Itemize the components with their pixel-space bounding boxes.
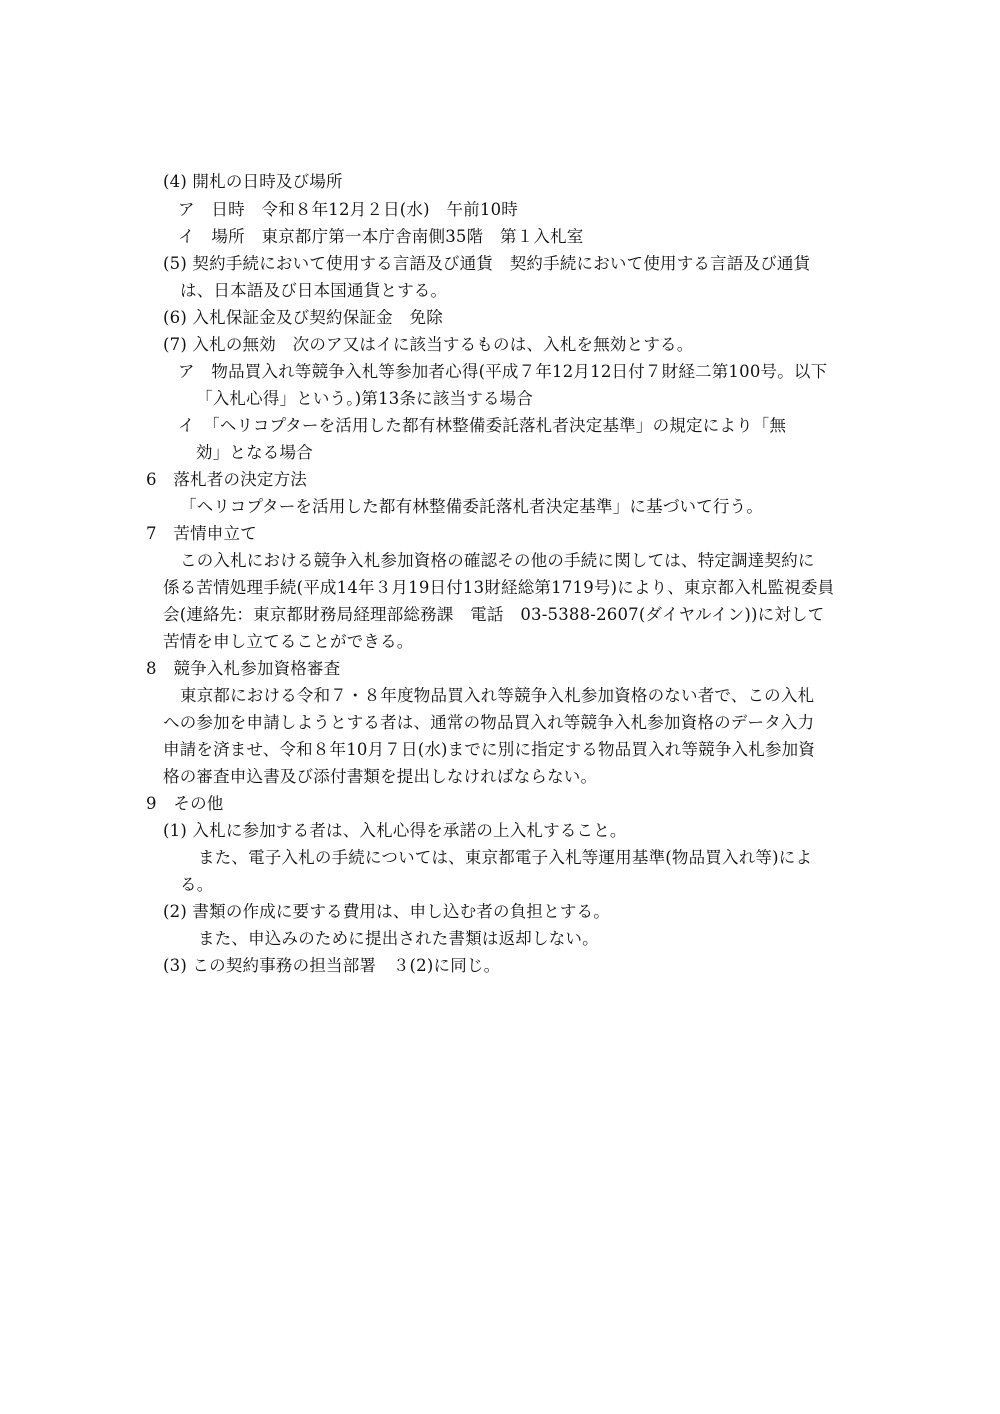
item-6-deposit: (6) 入札保証金及び契約保証金 免除 xyxy=(163,308,443,327)
item-7-i-line-2: 効」となる場合 xyxy=(196,443,313,462)
section-7-body-line-2: 係る苦情処理手続(平成14年３月19日付13財経総第1719号)により、東京都入札監視委員 xyxy=(163,578,835,597)
section-8-body-line-4: 格の審査申込書及び添付書類を提出しなければならない。 xyxy=(163,767,598,786)
item-5-line-2: は、日本語及び日本国通貨とする。 xyxy=(180,281,448,300)
item-7-a-line-2: 「入札心得」という。)第13条に該当する場合 xyxy=(196,389,534,408)
item-4-a-datetime: ア 日時 令和８年12月２日(水) 午前10時 xyxy=(178,200,518,219)
section-8-body-line-2: への参加を申請しようとする者は、通常の物品買入れ等競争入札参加資格のデータ入力 xyxy=(163,713,815,732)
section-9-item-3: (3) この契約事務の担当部署 ３(2)に同じ。 xyxy=(163,956,501,975)
item-5-line-1: (5) 契約手続において使用する言語及び通貨 契約手続において使用する言語及び通貨 xyxy=(163,254,811,273)
section-6-heading: 6 落札者の決定方法 xyxy=(146,470,307,489)
item-7-heading: (7) 入札の無効 次のア又はイに該当するものは、入札を無効とする。 xyxy=(163,335,694,354)
section-7-body-line-3: 会(連絡先：東京都財務局経理部総務課 電話 03-5388-2607(ダイヤルイン))に対して xyxy=(163,605,825,624)
section-9-item-1: (1) 入札に参加する者は、入札心得を承諾の上入札すること。 xyxy=(163,821,627,840)
section-9-item-1-note-line-1: また、電子入札の手続については、東京都電子入札等運用基準(物品買入れ等)によ xyxy=(198,848,813,867)
section-6-body: 「ヘリコプターを活用した都有林整備委託落札者決定基準」に基づいて行う。 xyxy=(180,497,764,516)
section-9-item-2: (2) 書類の作成に要する費用は、申し込む者の負担とする。 xyxy=(163,902,610,921)
item-4-i-place: イ 場所 東京都庁第一本庁舎南側35階 第１入札室 xyxy=(178,227,584,246)
section-8-body-line-3: 申請を済ませ、令和８年10月７日(水)までに別に指定する物品買入れ等競争入札参加資 xyxy=(163,740,816,759)
item-7-a-line-1: ア 物品買入れ等競争入札等参加者心得(平成７年12月12日付７財経二第100号。以下 xyxy=(178,362,828,381)
section-8-body-line-1: 東京都における令和７・８年度物品買入れ等競争入札参加資格のない者で、この入札 xyxy=(180,686,815,705)
section-9-item-2-note: また、申込みのために提出された書類は返却しない。 xyxy=(198,929,599,948)
section-8-heading: 8 競争入札参加資格審査 xyxy=(146,659,341,678)
section-7-body-line-4: 苦情を申し立てることができる。 xyxy=(163,632,414,651)
section-9-item-1-note-line-2: る。 xyxy=(180,875,214,894)
section-7-heading: 7 苦情申立て xyxy=(146,524,257,543)
section-9-heading: 9 その他 xyxy=(146,794,224,813)
item-4-heading: (4) 開札の日時及び場所 xyxy=(163,172,343,191)
section-7-body-line-1: この入札における競争入札参加資格の確認その他の手続に関しては、特定調達契約に xyxy=(180,551,815,570)
item-7-i-line-1: イ 「ヘリコプターを活用した都有林整備委託落札者決定基準」の規定により「無 xyxy=(178,416,787,435)
